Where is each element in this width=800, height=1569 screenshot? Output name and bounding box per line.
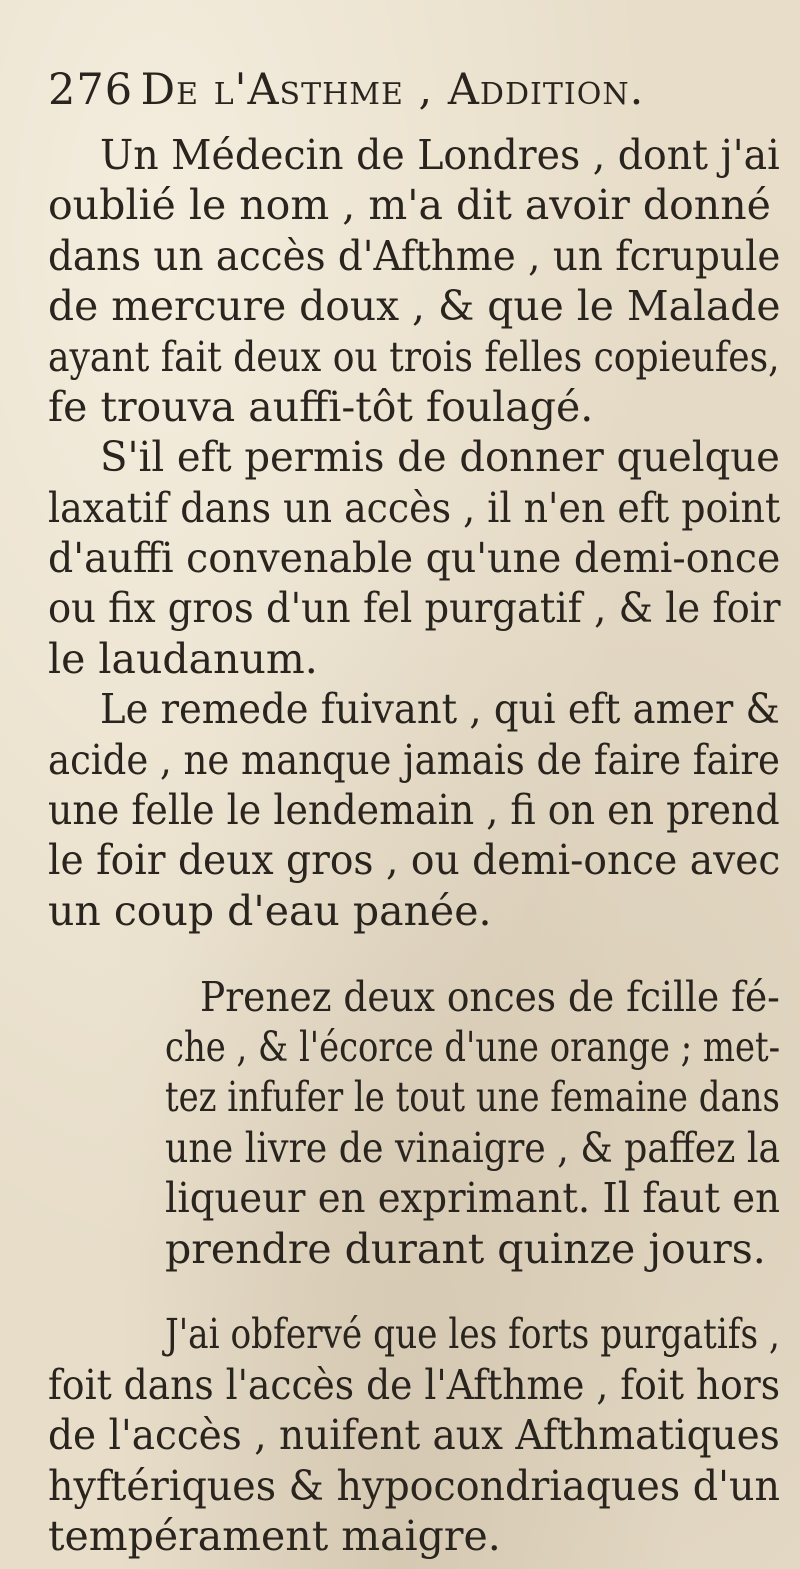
text-line: S'il eft permis de donner quelque bbox=[100, 433, 780, 481]
text-line: une felle le lendemain , fi on en prend bbox=[48, 786, 780, 834]
text-line: J'ai obfervé que les forts purgatifs , bbox=[165, 1310, 780, 1358]
recipe-line: che , & l'écorce d'une orange ; met- bbox=[165, 1023, 781, 1071]
recipe-line: prendre durant quinze jours. bbox=[165, 1225, 766, 1273]
text-line: un coup d'eau panée. bbox=[48, 887, 492, 935]
recipe-line: liqueur en exprimant. Il faut en bbox=[165, 1174, 781, 1222]
text-line: Le remede fuivant , qui eft amer & bbox=[100, 685, 780, 733]
text-line: laxatif dans un accès , il n'en eft point bbox=[48, 484, 781, 532]
running-title: De l'Asthme , Addition. bbox=[140, 65, 645, 115]
recipe-line: tez infufer le tout une femaine dans bbox=[165, 1073, 780, 1121]
text-line: le foir deux gros , ou demi-once avec bbox=[48, 836, 781, 884]
text-line: fe trouva auffi-tôt foulagé. bbox=[48, 383, 594, 431]
text-line: d'auffi convenable qu'une demi-once bbox=[48, 534, 781, 582]
text-line: de mercure doux , & que le Malade bbox=[48, 282, 781, 330]
text-line: de l'accès , nuifent aux Afthmatiques bbox=[48, 1411, 780, 1459]
text-line: ou fix gros d'un fel purgatif , & le foir bbox=[48, 584, 781, 632]
text-line: foit dans l'accès de l'Afthme , foit hors bbox=[48, 1361, 781, 1409]
text-line: acide , ne manque jamais de faire faire bbox=[48, 736, 780, 784]
text-line: dans un accès d'Afthme , un fcrupule bbox=[48, 232, 781, 280]
text-line: ayant fait deux ou trois felles copieufes, bbox=[48, 333, 780, 381]
recipe-line: Prenez deux onces de fcille fé- bbox=[200, 973, 780, 1021]
text-line: Un Médecin de Londres , dont j'ai bbox=[100, 131, 780, 179]
running-head bbox=[48, 62, 644, 118]
recipe-line: une livre de vinaigre , & paffez la bbox=[165, 1124, 781, 1172]
page-number: 276 bbox=[48, 65, 134, 115]
text-line: tempérament maigre. bbox=[48, 1512, 501, 1560]
text-line: oublié le nom , m'a dit avoir donné bbox=[48, 181, 771, 229]
text-line: le laudanum. bbox=[48, 635, 318, 683]
text-line: hyftériques & hypocondriaques d'un bbox=[48, 1462, 780, 1510]
